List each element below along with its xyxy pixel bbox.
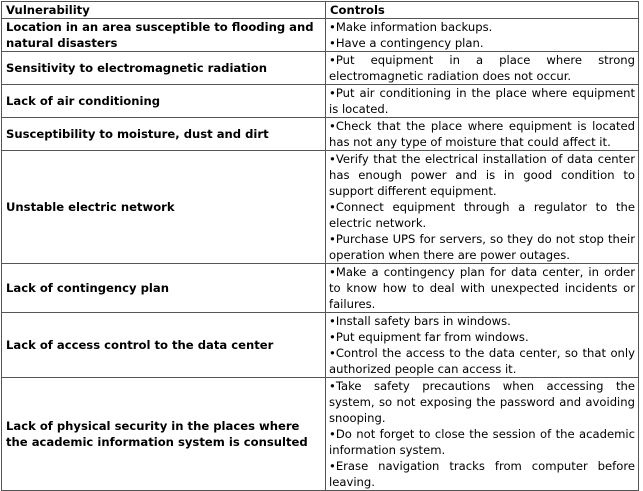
controls-cell: [326, 378, 639, 491]
control-item: •Put air conditioning in the place where equipment is located.: [329, 86, 635, 116]
vulnerability-cell: Location in an area susceptible to flooding and natural disasters: [2, 19, 326, 52]
table-row: [2, 118, 639, 151]
control-item: •Make a contingency plan for data center, in order to know how to deal with unexpected incidents or failures.: [329, 265, 635, 311]
vulnerability-cell: Lack of access control to the data center: [2, 313, 326, 378]
control-item: •Purchase UPS for servers, so they do not stop their operation when there are power outages.: [329, 232, 635, 262]
control-item: •Install safety bars in windows.: [329, 314, 511, 328]
controls-cell: [326, 313, 639, 378]
control-item: •Make information backups.: [329, 20, 493, 34]
vulnerability-cell: Sensitivity to electromagnetic radiation: [2, 52, 326, 85]
controls-header: Controls: [326, 2, 639, 19]
vulnerability-cell: Susceptibility to moisture, dust and dirt: [2, 118, 326, 151]
vulnerability-header: Vulnerability: [2, 2, 326, 19]
table-row: [2, 85, 639, 118]
controls-cell: [326, 19, 639, 52]
vulnerability-cell: Lack of physical security in the places where the academic information system is consulted: [2, 378, 326, 491]
control-item: •Connect equipment through a regulator to the electric network.: [329, 200, 635, 230]
vulnerability-cell: Unstable electric network: [2, 151, 326, 264]
controls-cell: [326, 118, 639, 151]
control-item: •Check that the place where equipment is located has not any type of moisture that could affect it.: [329, 119, 635, 149]
control-item: •Verify that the electrical installation of data center has enough power and is in good condition to support different equipment.: [329, 152, 635, 198]
controls-cell: [326, 52, 639, 85]
table-row: [2, 19, 639, 52]
table-row: [2, 264, 639, 313]
controls-cell: [326, 151, 639, 264]
control-item: •Put equipment far from windows.: [329, 330, 529, 344]
table-row: [2, 313, 639, 378]
vulnerability-cell: Lack of air conditioning: [2, 85, 326, 118]
control-item: •Control the access to the data center, so that only authorized people can access it.: [329, 346, 635, 376]
table-row: [2, 151, 639, 264]
controls-cell: [326, 85, 639, 118]
control-item: •Take safety precautions when accessing the system, so not exposing the password and avoiding snooping.: [329, 379, 635, 425]
header-row: [2, 2, 639, 19]
control-item: •Have a contingency plan.: [329, 36, 484, 50]
table-row: [2, 378, 639, 491]
control-item: •Put equipment in a place where strong electromagnetic radiation does not occur.: [329, 53, 635, 83]
control-item: •Do not forget to close the session of the academic information system.: [329, 427, 635, 457]
vulnerability-cell: Lack of contingency plan: [2, 264, 326, 313]
controls-cell: [326, 264, 639, 313]
table-row: [2, 52, 639, 85]
control-item: •Erase navigation tracks from computer before leaving.: [329, 459, 635, 489]
vulnerability-controls-table: [1, 1, 639, 491]
